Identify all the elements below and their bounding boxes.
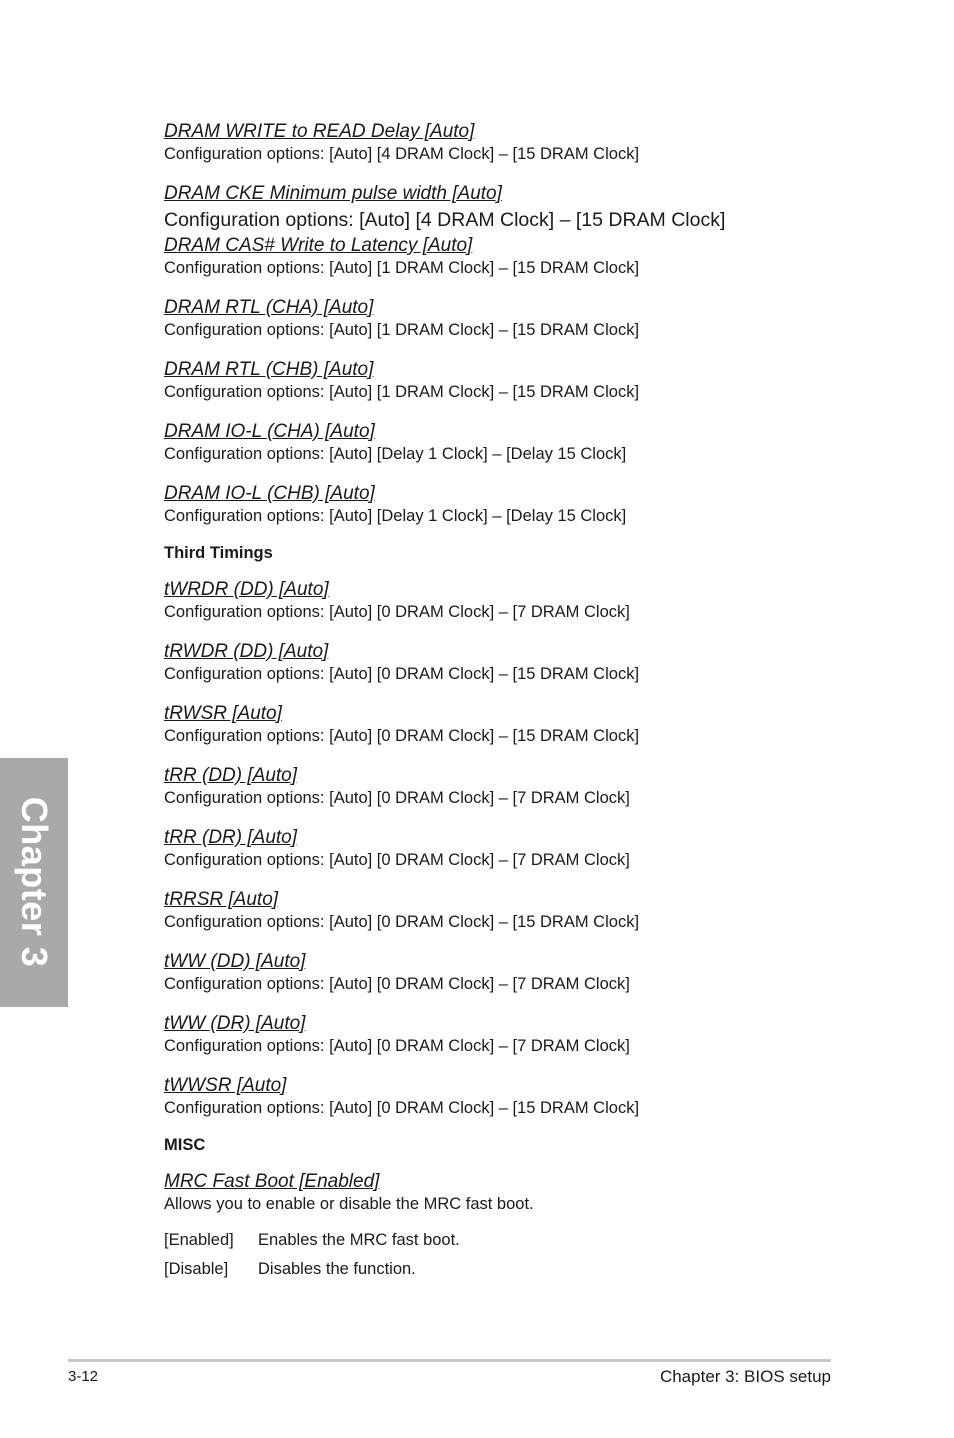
- item-desc: Configuration options: [Auto] [4 DRAM Clock] – [15 DRAM Clock]: [164, 209, 726, 231]
- chapter-tab-label: Chapter 3: [14, 796, 55, 968]
- item-title: tRWSR [Auto]: [164, 703, 282, 724]
- item-title: DRAM RTL (CHB) [Auto]: [164, 359, 374, 380]
- item-dram-rtl-chb: [164, 359, 864, 404]
- item-title: tWW (DD) [Auto]: [164, 951, 306, 972]
- item-desc: Configuration options: [Auto] [Delay 1 Clock] – [Delay 15 Clock]: [164, 445, 627, 463]
- chapter-tab: [0, 758, 68, 1007]
- item-desc: Configuration options: [Auto] [0 DRAM Clock] – [15 DRAM Clock]: [164, 913, 640, 931]
- item-trr-dr: [164, 827, 864, 872]
- item-title: MRC Fast Boot [Enabled]: [164, 1171, 380, 1192]
- item-desc: Configuration options: [Auto] [0 DRAM Clock] – [7 DRAM Clock]: [164, 789, 630, 807]
- item-desc: Configuration options: [Auto] [4 DRAM Clock] – [15 DRAM Clock]: [164, 145, 640, 163]
- item-desc: Configuration options: [Auto] [0 DRAM Clock] – [7 DRAM Clock]: [164, 1037, 630, 1055]
- item-desc: Configuration options: [Auto] [Delay 1 Clock] – [Delay 15 Clock]: [164, 507, 627, 525]
- item-twwsr: [164, 1075, 864, 1120]
- item-desc: Configuration options: [Auto] [0 DRAM Clock] – [7 DRAM Clock]: [164, 851, 630, 869]
- item-trrsr: [164, 889, 864, 934]
- section-heading-third-timings: Third Timings: [164, 544, 273, 562]
- option-row-enabled: [164, 1229, 864, 1251]
- item-dram-write-to-read-delay: [164, 121, 864, 166]
- item-title: tWW (DR) [Auto]: [164, 1013, 306, 1034]
- option-text: Enables the MRC fast boot.: [258, 1231, 460, 1249]
- item-desc: Configuration options: [Auto] [0 DRAM Clock] – [7 DRAM Clock]: [164, 975, 630, 993]
- item-desc: Configuration options: [Auto] [0 DRAM Clock] – [15 DRAM Clock]: [164, 727, 640, 745]
- option-key: [Enabled]: [164, 1231, 234, 1249]
- item-dram-rtl-cha: [164, 297, 864, 342]
- item-title: DRAM IO-L (CHA) [Auto]: [164, 421, 375, 442]
- item-desc: Configuration options: [Auto] [0 DRAM Clock] – [15 DRAM Clock]: [164, 1099, 640, 1117]
- item-desc: Configuration options: [Auto] [1 DRAM Clock] – [15 DRAM Clock]: [164, 383, 640, 401]
- page-number: 3-12: [68, 1368, 99, 1385]
- item-title: tWWSR [Auto]: [164, 1075, 287, 1096]
- item-title: tRWDR (DD) [Auto]: [164, 641, 329, 662]
- item-title: tRR (DR) [Auto]: [164, 827, 298, 848]
- item-mrc-fast-boot: [164, 1171, 864, 1280]
- item-title: DRAM RTL (CHA) [Auto]: [164, 297, 374, 318]
- item-desc: Configuration options: [Auto] [0 DRAM Clock] – [7 DRAM Clock]: [164, 603, 630, 621]
- item-tww-dd: [164, 951, 864, 996]
- item-title: DRAM IO-L (CHB) [Auto]: [164, 483, 375, 504]
- footer-chapter-title: Chapter 3: BIOS setup: [659, 1367, 831, 1386]
- item-dram-cke-min-pulse-width: [164, 183, 864, 235]
- item-desc: Configuration options: [Auto] [0 DRAM Clock] – [15 DRAM Clock]: [164, 665, 640, 683]
- item-title: tRR (DD) [Auto]: [164, 765, 298, 786]
- item-dram-cas-write-latency: [164, 235, 864, 280]
- option-text: Disables the function.: [258, 1260, 416, 1278]
- item-title: DRAM WRITE to READ Delay [Auto]: [164, 121, 475, 142]
- item-trwsr: [164, 703, 864, 748]
- item-title: DRAM CAS# Write to Latency [Auto]: [164, 235, 473, 256]
- item-desc: Allows you to enable or disable the MRC fast boot.: [164, 1195, 534, 1213]
- item-title: tRRSR [Auto]: [164, 889, 279, 910]
- option-key: [Disable]: [164, 1260, 229, 1278]
- item-title: tWRDR (DD) [Auto]: [164, 579, 329, 600]
- item-dram-io-l-chb: [164, 483, 864, 528]
- item-desc: Configuration options: [Auto] [1 DRAM Clock] – [15 DRAM Clock]: [164, 321, 640, 339]
- item-twrdr-dd: [164, 579, 864, 624]
- option-row-disable: [164, 1258, 864, 1280]
- item-dram-io-l-cha: [164, 421, 864, 466]
- section-heading-misc: MISC: [164, 1136, 206, 1154]
- item-desc: Configuration options: [Auto] [1 DRAM Clock] – [15 DRAM Clock]: [164, 259, 640, 277]
- item-title: DRAM CKE Minimum pulse width [Auto]: [164, 183, 502, 204]
- manual-content: [164, 121, 864, 1280]
- item-trwdr-dd: [164, 641, 864, 686]
- item-tww-dr: [164, 1013, 864, 1058]
- footer-divider: [68, 1359, 831, 1362]
- item-trr-dd: [164, 765, 864, 810]
